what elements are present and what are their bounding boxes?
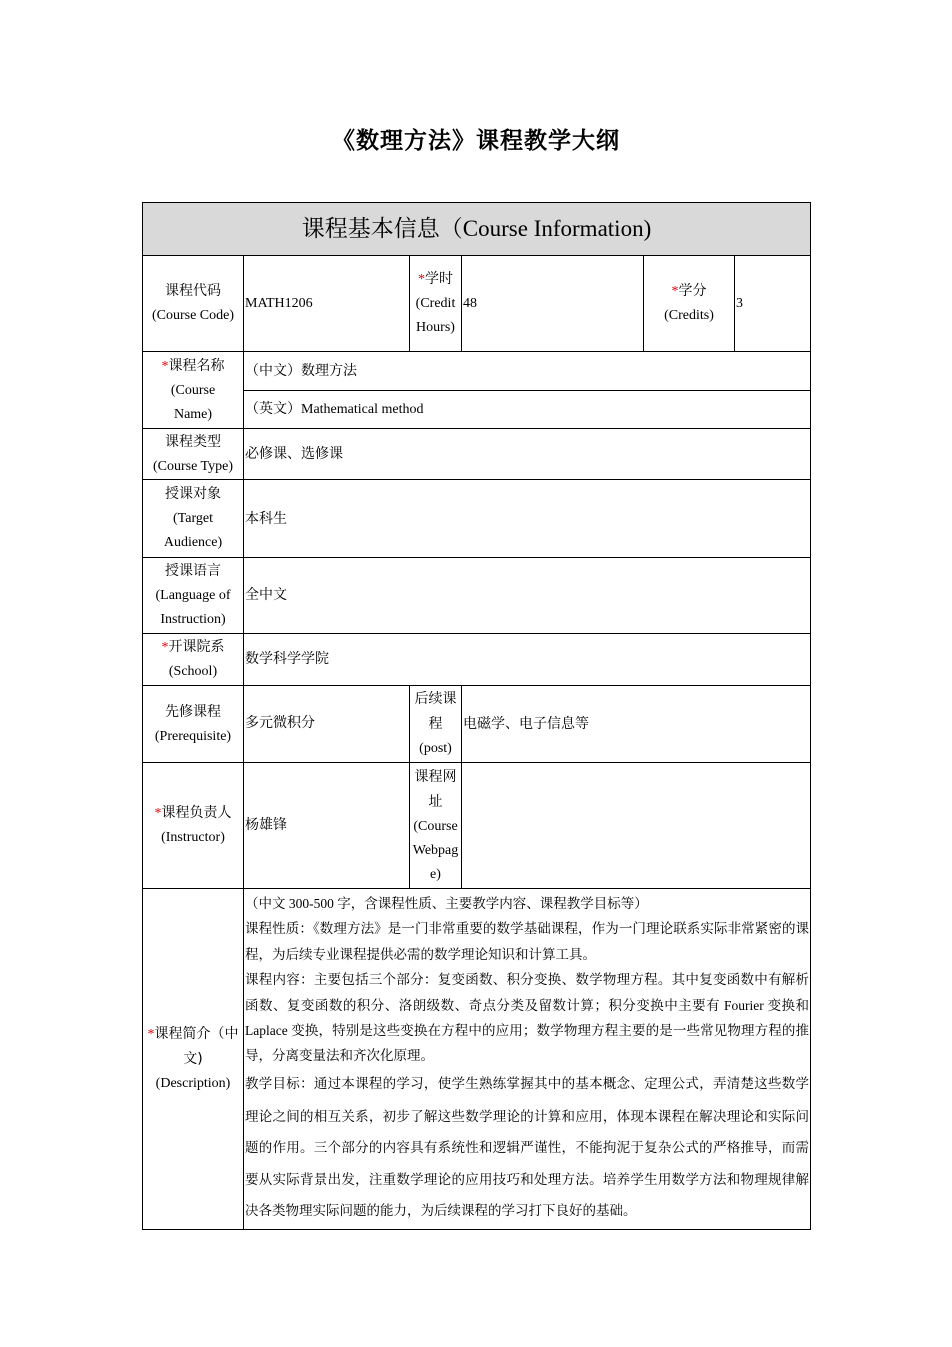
course-code-label: 课程代码 (Course Code) (143, 256, 244, 352)
document-title: 《数理方法》课程教学大纲 (332, 128, 620, 154)
name-row-en (143, 391, 811, 429)
audience-label: 授课对象 (Target Audience) (143, 480, 244, 558)
description-label: *课程简介（中 文) (Description) (143, 889, 244, 1230)
prereq-row (143, 686, 811, 763)
webpage-label: 课程网 址 (Course Webpag e) (410, 763, 462, 889)
description-content: 课程内容：主要包括三个部分：复变函数、积分变换、数学物理方程。其中复变函数中有解析函数、复变函数的积分、洛朗级数、奇点分类及留数计算；积分变换中主要有 Fourier 变换和 Laplace 变换，特别是这些变换在方程中的应用；数学物理方程主要的是一些常见物理方程的推导，分离变量法和齐次化原理。 (245, 972, 810, 1063)
prereq-label: 先修课程 (Prerequisite) (143, 686, 244, 763)
credits-value: 3 (735, 256, 811, 352)
audience-row (143, 480, 811, 558)
course-type-value: 必修课、选修课 (244, 429, 811, 480)
code-row (143, 256, 811, 352)
post-course-label: 后续课 程 (post) (410, 686, 462, 763)
language-value: 全中文 (244, 558, 811, 634)
course-code-value: MATH1206 (244, 256, 410, 352)
description-row (143, 889, 811, 1230)
description-goal: 教学目标：通过本课程的学习，使学生熟练掌握其中的基本概念、定理公式，弄清楚这些数学理论之间的相互关系，初步了解这些数学理论的计算和应用，体现本课程在解决理论和实际问题的作用。三个部分的内容具有系统性和逻辑严谨性，不能拘泥于复杂公式的严格推导，而需要从实际背景出发，注重数学理论的应用技巧和处理方法。培养学生用数学方法和物理规律解决各类物理实际问题的能力，为后续课程的学习打下良好的基础。 (245, 1076, 810, 1218)
name-row-cn (143, 352, 811, 391)
course-name-label: *课程名称 (Course Name) (143, 352, 244, 429)
description-nature: 课程性质：《数理方法》是一门非常重要的数学基础课程，作为一门理论联系实际非常紧密的课程，为后续专业课程提供必需的数学理论知识和计算工具。 (245, 921, 810, 962)
credits-label: *学分 (Credits) (644, 256, 735, 352)
type-row (143, 429, 811, 480)
course-name-cn: （中文）数理方法 (244, 352, 811, 391)
school-value: 数学科学学院 (244, 634, 811, 686)
course-type-label: 课程类型 (Course Type) (143, 429, 244, 480)
description-value (244, 889, 811, 1230)
table-header: 课程基本信息（Course Information) (143, 203, 811, 256)
hours-value: 48 (462, 256, 644, 352)
header-row (143, 203, 811, 256)
instructor-label: *课程负责人 (Instructor) (143, 763, 244, 889)
hours-label: *学时 (Credit Hours) (410, 256, 462, 352)
post-course-value: 电磁学、电子信息等 (462, 686, 811, 763)
instructor-value: 杨雄锋 (244, 763, 410, 889)
school-row (143, 634, 811, 686)
description-note: （中文 300-500 字，含课程性质、主要教学内容、课程教学目标等） (245, 896, 648, 911)
instructor-row (143, 763, 811, 889)
language-label: 授课语言 (Language of Instruction) (143, 558, 244, 634)
language-row (143, 558, 811, 634)
audience-value: 本科生 (244, 480, 811, 558)
school-label: *开课院系 (School) (143, 634, 244, 686)
webpage-value (462, 763, 811, 889)
course-name-en: （英文）Mathematical method (244, 391, 811, 429)
prereq-value: 多元微积分 (244, 686, 410, 763)
course-info-table (142, 202, 811, 1230)
